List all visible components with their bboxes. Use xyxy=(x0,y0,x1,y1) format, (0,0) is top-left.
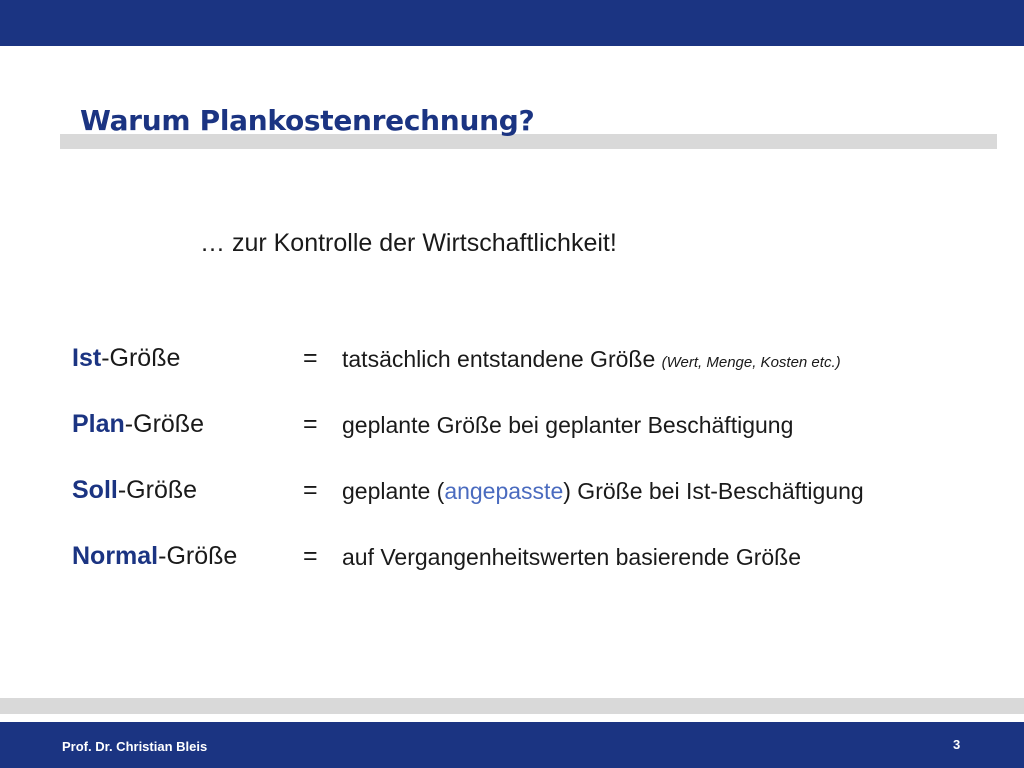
footer-divider xyxy=(0,698,1024,714)
definition-keyword: Normal xyxy=(72,542,159,570)
definition-row-plan xyxy=(0,410,1024,450)
definition-text: auf Vergangenheitswerten basierende Größe xyxy=(342,544,802,570)
definition-row-normal xyxy=(0,542,1024,582)
definition-row-ist xyxy=(0,344,1024,384)
definition-text: tatsächlich entstandene Größe xyxy=(342,346,656,372)
definition-suffix: -Größe xyxy=(101,344,181,372)
definition-text: geplante Größe bei geplanter Beschäftigung xyxy=(342,412,794,438)
definition-description xyxy=(342,346,841,373)
definition-keyword: Ist xyxy=(72,344,102,372)
definition-description xyxy=(342,544,801,571)
definition-description xyxy=(342,412,793,439)
definition-description xyxy=(342,478,864,505)
definition-suffix: -Größe xyxy=(124,410,204,438)
definition-keyword: Plan xyxy=(72,410,125,438)
definition-suffix: -Größe xyxy=(158,542,238,570)
definition-highlight: angepasste xyxy=(444,478,564,504)
equals-sign: = xyxy=(303,476,318,504)
definition-term xyxy=(72,476,197,505)
definition-term xyxy=(72,542,237,571)
footer-author: Prof. Dr. Christian Bleis xyxy=(62,739,208,754)
slide-title: Warum Plankostenrechnung? xyxy=(80,104,535,137)
page-number: 3 xyxy=(953,737,961,752)
definition-text: geplante ( xyxy=(342,478,445,504)
header-bar xyxy=(0,0,1024,46)
definition-note: (Wert, Menge, Kosten etc.) xyxy=(661,354,841,371)
equals-sign: = xyxy=(303,542,318,570)
definition-term xyxy=(72,410,204,439)
definition-row-soll xyxy=(0,476,1024,516)
slide-subtitle: … zur Kontrolle der Wirtschaftlichkeit! xyxy=(200,229,617,257)
definition-term xyxy=(72,344,180,373)
definition-suffix: -Größe xyxy=(117,476,198,504)
definition-keyword: Soll xyxy=(72,476,118,504)
definition-text-after: ) Größe bei Ist-Beschäftigung xyxy=(563,478,864,504)
equals-sign: = xyxy=(303,344,318,372)
equals-sign: = xyxy=(303,410,318,438)
